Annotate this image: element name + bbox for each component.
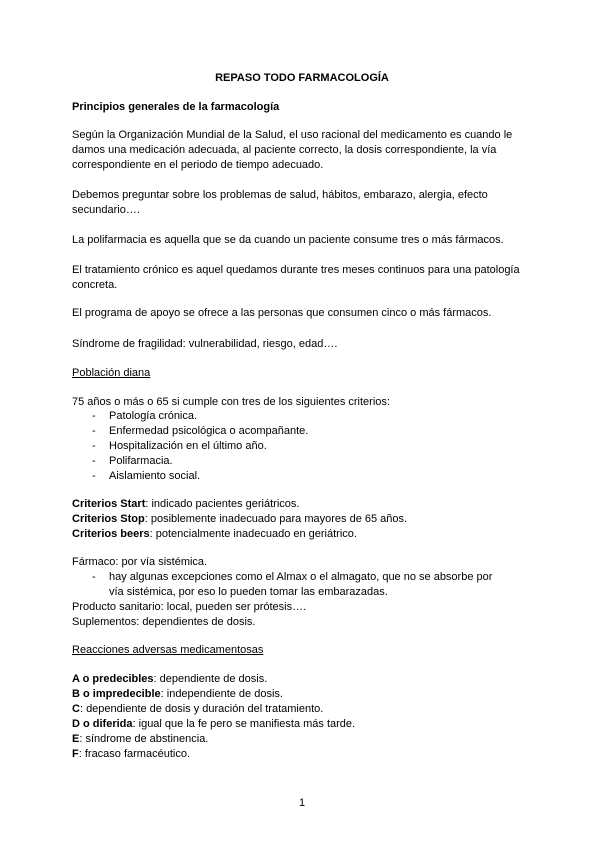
reaccion-text: : independiente de dosis.	[160, 688, 283, 700]
reaccion-text: : fracaso farmacéutico.	[78, 748, 191, 760]
criterio-stop	[72, 512, 522, 527]
reaccion-term: E	[72, 733, 80, 745]
paragraph-programa: El programa de apoyo se ofrece a las personas que consumen cinco o más fármacos.	[72, 307, 492, 319]
document-title: REPASO TODO FARMACOLOGÍA	[215, 72, 389, 84]
reaccion-text: : dependiente de dosis.	[153, 673, 268, 685]
paragraph-producto: Producto sanitario: local, pueden ser prótesis….	[72, 601, 307, 613]
paragraph-preguntar: Debemos preguntar sobre los problemas de salud, hábitos, embarazo, alergia, efecto secundario….	[72, 189, 488, 216]
criterio-text: : indicado pacientes geriátricos.	[145, 498, 300, 510]
paragraph-polifarmacia: La polifarmacia es aquella que se da cuando un paciente consume tres o más fármacos.	[72, 234, 504, 246]
reaccion-d	[72, 717, 522, 732]
criterio-text: : potencialmente inadecuado en geriátrico.	[149, 528, 357, 540]
reaccion-c	[72, 702, 522, 717]
paragraph-poblacion-intro: 75 años o más o 65 si cumple con tres de los siguientes criterios:	[72, 396, 390, 408]
reaccion-f	[72, 747, 522, 762]
list-item: - Polifarmacia.	[72, 454, 522, 469]
reaccion-text: : igual que la fe pero se manifiesta más tarde.	[132, 718, 356, 730]
section-heading-principios: Principios generales de la farmacología	[72, 101, 280, 113]
reaccion-text: : síndrome de abstinencia.	[79, 733, 209, 745]
section-heading-reacciones: Reacciones adversas medicamentosas	[72, 644, 264, 656]
reaccion-term: A o predecibles	[72, 673, 154, 685]
reaccion-term: C	[72, 703, 80, 715]
reaccion-e	[72, 732, 522, 747]
farmaco-list	[72, 570, 522, 600]
reaccion-a	[72, 672, 522, 687]
criterio-start	[72, 497, 522, 512]
page-number: 1	[298, 797, 306, 809]
criterio-term: Criterios Start	[72, 498, 146, 510]
paragraph-suplementos: Suplementos: dependientes de dosis.	[72, 616, 256, 628]
paragraph-oms: Según la Organización Mundial de la Salud, el uso racional del medicamento es cuando le damos una medicación adecuada, al paciente correcto, la dosis correspondiente, la vía correspondiente en el periodo de tiempo adecuado.	[72, 129, 513, 171]
reaccion-term: F	[72, 748, 79, 760]
criterio-term: Criterios beers	[72, 528, 150, 540]
list-item: - hay algunas excepciones como el Almax o el almagato, que no se absorbe por vía sistémica, por eso lo pueden tomar las embarazadas.	[72, 570, 522, 600]
reaccion-b	[72, 687, 522, 702]
poblacion-criteria-list	[72, 409, 522, 484]
list-item: - Hospitalización en el último año.	[72, 439, 522, 454]
reaccion-term: D o diferida	[72, 718, 133, 730]
criterio-beers	[72, 527, 522, 542]
section-heading-poblacion: Población diana	[72, 367, 151, 379]
reaccion-text: : dependiente de dosis y duración del tratamiento.	[79, 703, 324, 715]
paragraph-farmaco: Fármaco: por vía sistémica.	[72, 556, 208, 568]
list-item: - Enfermedad psicológica o acompañante.	[72, 424, 522, 439]
reaccion-term: B o impredecible	[72, 688, 161, 700]
criterio-term: Criterios Stop	[72, 513, 145, 525]
criterio-text: : posiblemente inadecuado para mayores de 65 años.	[144, 513, 408, 525]
list-item: - Aislamiento social.	[72, 469, 522, 484]
list-item: - Patología crónica.	[72, 409, 522, 424]
paragraph-fragilidad: Síndrome de fragilidad: vulnerabilidad, riesgo, edad….	[72, 338, 338, 350]
paragraph-cronico: El tratamiento crónico es aquel quedamos durante tres meses continuos para una patología concreta.	[72, 264, 520, 291]
